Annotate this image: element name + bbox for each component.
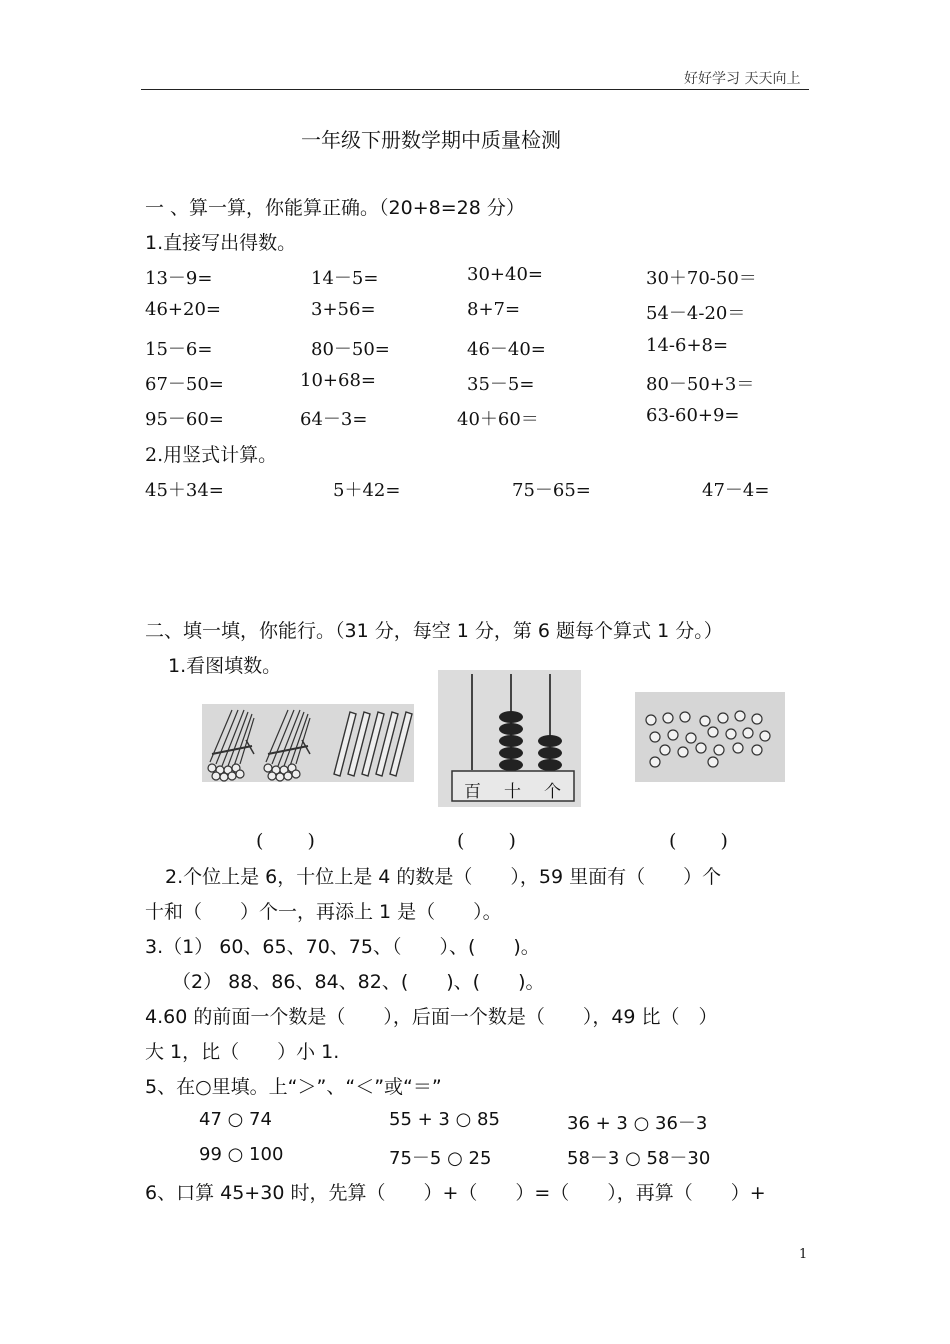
abacus-label-hundreds: 百 [464, 782, 481, 802]
answer-blank: ( ) [669, 830, 728, 852]
calc-cell: 80－50+3＝ [646, 374, 755, 395]
header-motto: 好好学习 天天向上 [684, 71, 801, 87]
vertical-calc: 45＋34= [145, 480, 224, 501]
calc-cell: 54－4-20＝ [646, 303, 746, 324]
calc-cell: 30＋70-50＝ [646, 268, 757, 289]
calc-cell: 3+56= [311, 299, 376, 320]
calc-cell: 64－3= [300, 409, 368, 430]
vertical-calc: 47－4= [702, 480, 770, 501]
calc-cell: 13－9= [145, 268, 213, 289]
compare-item: 55 + 3 ○ 85 [389, 1109, 500, 1130]
calc-cell: 14-6+8= [646, 335, 729, 356]
section2-q2-line2: 十和（ ）个一，再添上 1 是（ ）。 [145, 901, 502, 923]
section2-q3-line2: （2） 88、86、84、82、( )、( )。 [172, 971, 545, 993]
calc-cell: 8+7= [467, 299, 521, 320]
calc-cell: 46+20= [145, 299, 221, 320]
vertical-calc: 75－65= [512, 480, 591, 501]
section1-heading: 一 、算一算，你能算正确。（20+8=28 分） [145, 197, 525, 219]
section2-q2-line1: 2.个位上是 6，十位上是 4 的数是（ ），59 里面有（ ）个 [165, 866, 722, 888]
compare-item: 58－3 ○ 58－30 [567, 1148, 711, 1169]
compare-item: 99 ○ 100 [199, 1144, 284, 1165]
calc-cell: 35－5= [467, 374, 535, 395]
calc-cell: 67－50= [145, 374, 224, 395]
section1-q2-label: 2.用竖式计算。 [145, 444, 278, 466]
calc-cell: 80－50= [311, 339, 390, 360]
calc-cell: 46－40= [467, 339, 546, 360]
section2-heading: 二、填一填，你能行。（31 分，每空 1 分，第 6 题每个算式 1 分。） [145, 620, 723, 642]
section2-q4-line2: 大 1，比（ ）小 1. [145, 1041, 340, 1063]
section1-q1-label: 1.直接写出得数。 [145, 232, 297, 254]
calc-cell: 95－60= [145, 409, 224, 430]
calc-cell: 40＋60＝ [457, 409, 539, 430]
section2-q4-line1: 4.60 的前面一个数是（ ），后面一个数是（ ），49 比（ ） [145, 1006, 718, 1028]
calc-cell: 30+40= [467, 264, 543, 285]
answer-blank: ( ) [256, 830, 315, 852]
circles-image [635, 692, 785, 782]
section2-q5-label: 5、在○里填。上“＞”、“＜”或“＝” [145, 1076, 442, 1098]
section2-q6-line: 6、口算 45+30 时，先算（ ）+（ ）=（ ），再算（ ）+ [145, 1182, 766, 1204]
calc-cell: 15－6= [145, 339, 213, 360]
abacus-label-ones: 个 [544, 782, 561, 802]
compare-item: 47 ○ 74 [199, 1109, 272, 1130]
calc-cell: 14－5= [311, 268, 379, 289]
vertical-calc: 5＋42= [333, 480, 401, 501]
compare-item: 75－5 ○ 25 [389, 1148, 492, 1169]
page-number: 1 [799, 1247, 808, 1262]
sticks-bundles-image [202, 704, 414, 782]
page-title: 一年级下册数学期中质量检测 [301, 128, 561, 152]
header-rule [141, 89, 809, 90]
calc-cell: 10+68= [300, 370, 376, 391]
section2-q1-label: 1.看图填数。 [168, 655, 282, 677]
abacus-image [438, 670, 581, 807]
section2-q3-line1: 3.（1） 60、65、70、75、（ ）、( )。 [145, 936, 540, 958]
answer-blank: ( ) [457, 830, 516, 852]
calc-cell: 63-60+9= [646, 405, 740, 426]
compare-item: 36 + 3 ○ 36－3 [567, 1113, 708, 1134]
abacus-label-tens: 十 [504, 782, 521, 802]
